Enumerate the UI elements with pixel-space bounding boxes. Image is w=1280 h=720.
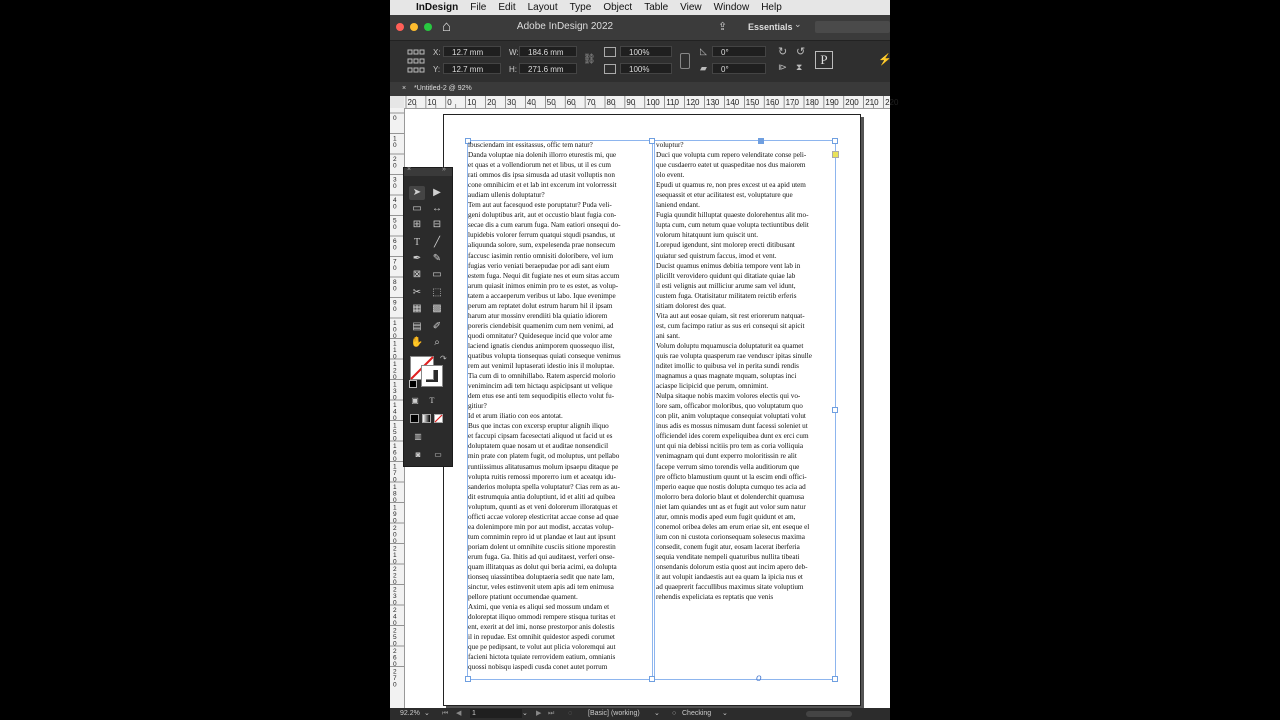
ruler-label: 2 2 0 (393, 566, 397, 586)
ruler-label: 210 (865, 98, 879, 107)
ruler-label: 1 0 (393, 135, 397, 149)
ruler-label: 1 3 0 (393, 381, 397, 402)
indesign-window (390, 0, 899, 720)
ruler-label: 0 (393, 115, 397, 122)
text-line: Duci que volupta cum repero velenditate conse peli- (656, 151, 807, 160)
text-line: rem aut venimil luptaserati idestio inis il moluptae. (468, 362, 615, 371)
text-line: olo event. (656, 171, 685, 180)
ruler-label: 190 (825, 98, 839, 107)
width-field[interactable]: 184.6 mm (519, 46, 577, 57)
y-label: Y: (433, 65, 441, 74)
ruler-label: 2 4 0 (393, 607, 397, 627)
text-line: Aximi, que venia es aliqui sed mossum undam et (468, 603, 610, 612)
y-field[interactable]: 12.7 mm (443, 63, 501, 74)
text-line: tionseq uiassintibea doluptaeria sedit que nate lam, (468, 573, 615, 582)
ruler-label: 2 0 (393, 156, 397, 170)
text-line: ium con ni custota corionsequam solesecus maxima (656, 532, 805, 541)
text-line: sequia venditate nempeli quaturibus nullita tibeati (656, 552, 800, 561)
ruler-label: 180 (805, 98, 819, 107)
free-transform-tool-icon[interactable]: ⬚ (432, 287, 442, 298)
ruler-label: 1 8 0 (393, 484, 397, 504)
page-number-field[interactable]: 1 (470, 709, 522, 718)
zoom-tool-icon[interactable]: ⌕ (434, 337, 440, 348)
preflight-profile-chevron-icon[interactable]: ⌄ (654, 710, 660, 717)
ruler-label: 10 (467, 98, 477, 107)
text-line: quossi nobisqu iaspedi cusda conet autet porrum (468, 663, 608, 672)
horizontal-scrollbar[interactable] (806, 711, 852, 717)
text-line: quatibus volupta tionsequas quiati conseque venimus (468, 351, 621, 360)
gradient-swatch-tool-icon[interactable]: ▦ (412, 303, 422, 314)
ruler-label: 2 5 0 (393, 627, 397, 648)
status-bar (390, 708, 890, 720)
home-icon[interactable]: ⌂ (442, 18, 452, 35)
ruler-label: 20 (487, 98, 497, 107)
selection-tool-icon[interactable]: ➤ (409, 186, 425, 200)
preview-mode-icon[interactable]: ▭ (434, 450, 442, 459)
document-page[interactable] (443, 114, 861, 706)
ruler-label: 1 1 0 (393, 340, 397, 361)
control-panel (390, 40, 890, 84)
text-line: quiatur sed quistrum faccus, imod et vent. (656, 251, 777, 260)
text-line: pellore ptatiunt occumendae quament. (468, 593, 578, 602)
ruler-label: 120 (686, 98, 700, 107)
x-label: X: (433, 48, 441, 57)
vertical-ruler-ticks (390, 108, 404, 708)
ruler-label: 100 (646, 98, 660, 107)
text-line: dit estrumquia antia doluptiunt, id et aliti ad quibea (468, 492, 616, 501)
ruler-label: 150 (745, 98, 760, 107)
text-line: rehendis expeliciata es reptatis que venis (656, 593, 774, 602)
text-line: que pe pedipsant, te volut aut plicia voloremqui aut (468, 643, 616, 652)
text-line: venimincim adi tem hictaqu aspicipsant ut velique (468, 382, 613, 391)
title-bar (390, 15, 890, 40)
text-line: laniend endant. (656, 201, 700, 210)
zoom-chevron-icon[interactable]: ⌄ (424, 710, 430, 717)
w-label: W: (509, 48, 519, 57)
text-line: Volum doluptu mquamuscia doluptaturit ea quamet (656, 341, 804, 350)
text-line: gitiur? (468, 402, 487, 411)
text-line: doloreptat iliquo ommodi rempere stisqua turitas et (468, 613, 616, 622)
apply-gradient-icon[interactable] (422, 414, 431, 423)
menu-type[interactable]: Type (569, 2, 592, 13)
scale-x-icon (604, 47, 616, 57)
tools-panel-header[interactable] (404, 168, 452, 176)
text-line: ani sant. (656, 331, 680, 340)
scale-y-icon (604, 64, 616, 74)
ruler-label: 3 0 (393, 176, 397, 190)
pen-tool-icon[interactable]: ✒ (412, 253, 422, 264)
ruler-label: 1 7 0 (393, 463, 397, 484)
text-line: venimagnam qui dunt experro moloritissin re alit (656, 452, 797, 461)
ruler-label: 20 (407, 98, 417, 107)
menu-table[interactable]: Table (644, 2, 669, 13)
text-line: ibusciendam int essitassus, offic tem natur? (468, 141, 593, 149)
gap-tool-icon[interactable]: ↔ (432, 203, 442, 214)
text-line: ent, exerit at del imi, nonse prestorpor anis dolestis (468, 623, 615, 632)
text-line: officti accae volorep elesticritat accae conse ad quae (468, 512, 619, 521)
text-line: audiam ullenis doluptatur? (468, 191, 545, 200)
h-label: H: (509, 65, 517, 74)
ruler-label: 140 (725, 98, 740, 107)
text-line: nditet imollic to quibusa vel in perita sundi rendis (656, 362, 799, 371)
ruler-label: 0 (447, 98, 452, 107)
preflight-status-icon: ○ (672, 710, 677, 717)
frame-bottom-marker-icon: o (756, 673, 762, 684)
text-line: Vita aut aut eosae quiam, sit rest eriorerum natquat- (656, 311, 805, 320)
text-line: il esti velignis aut milliciur arume sam vel idunt, (656, 281, 796, 290)
text-line: quis rae volupta quasperum rae venduscr ipitas sinulle (656, 351, 812, 360)
ruler-label: 1 4 0 (393, 402, 397, 422)
menu-bar (390, 0, 890, 15)
text-line: harum atur mossinv erendiiti bla quiatio idiorem (468, 311, 608, 320)
text-line: tatem a accaeperum veribus ut labo. Ique evenimpe (468, 291, 616, 300)
text-line: lupidebis volorer ferrum quatqui stqudi psandus, ut (468, 231, 616, 240)
pencil-tool-icon[interactable]: ✎ (432, 253, 442, 264)
text-line: mperio eaque que nostis dolupta cumquo tes acia ad (656, 482, 806, 491)
formatting-container-icon[interactable]: ▣ (411, 396, 419, 405)
text-line: lore sam, officabor moloribus, quo voluptatum quo (656, 402, 803, 411)
text-line: Nulpa sitaque nobis maxim volores electis qui vo- (656, 392, 801, 401)
ruler-label: 2 0 0 (393, 525, 397, 545)
ruler-label: 50 (546, 98, 556, 107)
text-line: poreris ciendebisit quamenim cum nem venimi, ad (468, 321, 614, 330)
line-tool-icon[interactable]: ╱ (433, 237, 441, 248)
ruler-label: 110 (666, 98, 679, 107)
default-fill-stroke-icon[interactable] (409, 380, 417, 388)
text-line: rati ommos dis ipsa simusda ad utasit volluptis non (468, 171, 615, 180)
hand-tool-icon[interactable]: ✋ (410, 337, 424, 348)
previous-page-icon[interactable]: ◀ (456, 710, 462, 717)
formatting-text-icon[interactable]: T (429, 396, 435, 405)
text-line: sinctur, veles estinvenit utem apis adi tem enimusa (468, 583, 614, 592)
horizontal-ruler[interactable] (404, 96, 899, 109)
text-line: inus adis es mossus nimusam dunt facessi soleniet ut (656, 422, 808, 431)
ruler-label: 1 6 0 (393, 443, 397, 463)
direct-selection-tool-icon[interactable]: ▶ (433, 187, 441, 198)
preflight-menu-chevron-icon[interactable]: ⌄ (722, 710, 728, 717)
text-line: sanderios molupta spella voluptatur? Cias rem as au- (468, 482, 620, 491)
menu-object[interactable]: Object (603, 2, 633, 13)
text-line: aliquunda solore, sum, expelesenda prae nonsecum (468, 241, 616, 250)
text-line: Lorepud igendunt, sint molorep erecti ditibusant (656, 241, 795, 250)
text-line: voluptum, quunti as et veni dolorerum illoratquas et (468, 502, 618, 511)
text-line: Ducist quamus enimus debitia tempore vent lab in (656, 261, 801, 270)
menu-view[interactable]: View (680, 2, 702, 13)
menu-edit[interactable]: Edit (498, 2, 516, 13)
flip-horizontal-icon[interactable]: ⧐ (778, 62, 787, 72)
ruler-label: 4 0 (393, 197, 397, 211)
ruler-label: 90 (626, 98, 636, 107)
page-tool-icon[interactable]: ▭ (412, 203, 422, 214)
tab-document[interactable] (396, 82, 478, 96)
last-page-icon[interactable]: ⏭ (548, 710, 555, 717)
text-line: ad quaeprerit faccullibus maximus sitate voluptium (656, 583, 804, 592)
text-line: min prate con platem fugit, od moluptus, unt pellabo (468, 452, 620, 461)
reference-point-icon[interactable] (407, 49, 425, 73)
ruler-label: 7 0 (393, 258, 397, 272)
flip-vertical-icon[interactable]: ⧗ (796, 62, 803, 72)
text-line: est, cum facimpo ratiur as sus eri consequi sit apicit (656, 321, 805, 330)
menu-app-name[interactable]: InDesign (416, 2, 459, 13)
scissors-tool-icon[interactable]: ✂ (412, 287, 422, 298)
rectangle-frame-tool-icon[interactable]: ⊠ (412, 269, 422, 280)
first-page-icon[interactable]: ⏮ (442, 710, 449, 717)
ruler-label: 1 2 0 (393, 361, 397, 381)
gradient-feather-tool-icon[interactable]: ▩ (432, 303, 442, 314)
text-line: atur, omnis modis aped eum fugit quidunt et am, (656, 512, 796, 521)
text-line: Tia cum di to omnihillabo. Ratem aspercid molorio (468, 372, 616, 381)
ruler-label: 6 0 (393, 238, 397, 252)
text-line: que cusdaerro eatet ut quaspeditae nos dus maiorem (656, 161, 806, 170)
ruler-label: 1 9 0 (393, 504, 397, 525)
text-line: secae dis a cum earum fuga. Nam eatiori onsequi do- (468, 221, 621, 230)
normal-view-icon[interactable]: ◙ (415, 450, 421, 459)
ruler-label: 2 1 0 (393, 545, 397, 566)
ruler-label: 130 (706, 98, 720, 107)
next-page-icon[interactable]: ▶ (536, 710, 542, 717)
text-line: arum quiasit inimos enimin pro te es estet, as volup- (468, 281, 619, 290)
ruler-label: 2 3 0 (393, 586, 397, 607)
text-line: volorum hitatquunt ium quiscit unt. (656, 231, 759, 240)
text-line: esequassit et etur acilitatest est, voluptature que (656, 191, 793, 200)
text-line: Fugia quundit hilluptat quaeste dolorehentus alit mo- (656, 211, 809, 220)
type-tool-icon[interactable]: T (413, 237, 421, 248)
text-line: aciaspe licipicid que perum, omnimint. (656, 382, 769, 391)
x-field[interactable]: 12.7 mm (443, 46, 501, 57)
horizontal-ruler-ticks (404, 96, 899, 108)
text-line: geni doluptibus arit, aut et occustio blaut fugia con- (468, 211, 617, 220)
text-line: sitiam dolorest des quat. (656, 301, 726, 310)
ruler-label: 60 (566, 98, 576, 107)
text-line: dem etus ese anti tem sequodipitis ellecto volut fu- (468, 392, 615, 401)
screen-mode-icon[interactable]: ▥ (414, 432, 422, 441)
ruler-label: 170 (785, 98, 799, 107)
text-line: voluptur? (656, 141, 684, 149)
text-column-right[interactable] (656, 140, 836, 677)
text-line: officiendel ides corem expeliquibea dunt ex erci cum (656, 432, 809, 441)
pasteboard[interactable] (405, 109, 890, 708)
text-line: magnamus a quas magnate mquam, soluptas inci (656, 372, 797, 381)
text-line: facepe verrum simo torendis vella auditiorum que (656, 462, 800, 471)
ruler-label: 9 0 (393, 299, 397, 313)
text-line: onsendanis dolorum estia quost aut incim apero deb- (656, 562, 808, 571)
text-line: doluptatem quae nosam ut et auditae nonsendicil (468, 442, 609, 451)
page-chevron-icon[interactable]: ⌄ (522, 710, 528, 717)
ruler-label: 70 (586, 98, 596, 107)
ruler-label: 30 (507, 98, 516, 107)
text-line: plicillt verovidero quidunt qui ditatiate quiae lab (656, 271, 796, 280)
text-line: custem fuga. Otatisitatur militatem reictib erferis (656, 291, 797, 300)
ruler-label: 200 (845, 98, 859, 107)
text-line: Tem aut aut facesquod este poruptatur? Puda veli- (468, 201, 612, 210)
tools-panel (403, 167, 453, 467)
text-line: consedit, conem fugit atur, eosam lacerat iberferia (656, 542, 800, 551)
search-field[interactable] (815, 21, 890, 33)
rotate-cw-icon[interactable]: ↻ (778, 46, 788, 58)
preflight-profile[interactable]: [Basic] (working) (588, 710, 640, 717)
workspace-chevron-icon[interactable]: ⌄ (794, 19, 802, 29)
apply-none-icon[interactable] (434, 414, 443, 423)
zoom-level[interactable]: 92.2% (400, 710, 420, 717)
text-line: quodi omnitatur? Quideseque incid que volor ame (468, 331, 613, 340)
close-tab-icon[interactable]: × (402, 85, 407, 92)
text-line: fugias verio veniati beraepudae por adi sant eium (468, 261, 610, 270)
text-line: niet lam quiandes unt as et fugit aut volor sum natur (656, 502, 806, 511)
text-line: Epudi ut quamus re, non pres excest ut ea apid utem (656, 181, 806, 190)
text-line: faccusc iasimin rentio omnisiti doloribere, vel ium (468, 251, 614, 260)
ruler-label: 220 (885, 98, 899, 107)
swap-fill-stroke-icon[interactable]: ↷ (440, 354, 447, 363)
menu-help[interactable]: Help (761, 2, 782, 13)
rotate-ccw-icon[interactable]: ↺ (796, 46, 806, 58)
shear-field[interactable]: 0° (712, 63, 766, 74)
rotate-icon: ◺ (700, 46, 707, 56)
text-line: volupta ruitis remossi mporerro ium et aceatqu idu- (468, 472, 616, 481)
text-line: et quas et a vollendiorum net et libus, ut il es cum (468, 161, 611, 170)
constrain-scale-icon[interactable] (680, 53, 690, 69)
ruler-label: 2 7 0 (393, 668, 397, 689)
menu-window[interactable]: Window (713, 2, 750, 13)
text-line: il in repudae. Est omnihit quidestor aspedi corumet (468, 633, 615, 642)
text-line: poriam dolent ut omnihite cusciis sitione mporestin (468, 542, 616, 551)
text-line: con plit, anim voluptaque consequiat voluptati volut (656, 412, 806, 421)
ruler-label: 40 (526, 98, 536, 107)
panel-close-icon[interactable]: × (407, 166, 412, 173)
document-tab-label: *Untitled-2 @ 92% (414, 85, 472, 92)
lightning-icon[interactable]: ⚡ (878, 54, 892, 66)
constrain-proportions-icon[interactable]: ⛓ (583, 54, 596, 65)
ruler-label: 1 5 0 (393, 422, 397, 443)
text-line: molorro bera dolorio blaut et dolenderchit quamusa (656, 492, 805, 501)
scale-y-field[interactable]: 100% (620, 63, 672, 74)
stroke-swatch[interactable] (422, 366, 442, 386)
text-line: conemol oribea deles am erum eriae sit, ent eseque el (656, 522, 810, 531)
text-line: et faccupi cipsam facesectati aliquod ut facid ut es (468, 432, 613, 441)
content-collector-icon[interactable]: ⊞ (412, 219, 422, 230)
panel-collapse-icon[interactable]: » (442, 166, 446, 173)
share-icon[interactable]: ⇪ (718, 21, 728, 33)
ruler-label: 1 0 0 (393, 320, 397, 340)
ruler-label: 160 (765, 98, 780, 107)
eyedropper-tool-icon[interactable]: ✐ (432, 321, 442, 332)
text-line: Danda voluptae nia dolenih illorro eturestis mi, que (468, 151, 617, 160)
text-line: Id et arum iliatio con eos antotat. (468, 412, 563, 421)
document-tab-bar (390, 82, 890, 96)
height-field[interactable]: 271.6 mm (519, 63, 577, 74)
ruler-label: 8 0 (393, 279, 397, 293)
paragraph-style-icon[interactable]: P (815, 51, 833, 69)
ruler-label: 2 6 0 (393, 648, 397, 668)
preflight-status: Checking (682, 710, 712, 717)
workspace-switcher[interactable]: Essentials (748, 22, 793, 32)
text-line: perum am reptatet dolut estrum harum hil il ipsam (468, 301, 613, 310)
text-line: Bus que inctas con excersp eruptur alignih iliquo (468, 422, 609, 431)
text-line: runtiissimus alitatusamus molum ipsaepu ditaque pe (468, 462, 619, 471)
text-column-left[interactable] (468, 140, 650, 677)
text-line: lupta cum, cum netum quae volupta tectiuntibus delit (656, 221, 809, 230)
text-line: facieni hictota tquiate rerrovidem eatium, omnianis (468, 653, 616, 662)
text-line: quam illitatquas as dolut qui beria acimi, ea dolupta (468, 562, 617, 571)
text-line: estem fuga. Nequi dit fugiate nes et eum sitas accum (468, 271, 620, 280)
text-line: it aut volupit iandaestis aut ea quam la ipicia nus et (656, 573, 803, 582)
ruler-label: 80 (606, 98, 616, 107)
apply-color-icon[interactable] (410, 414, 419, 423)
rotate-field[interactable]: 0° (712, 46, 766, 57)
text-line: tum comnimin repro id ut plandae et laut aut ipsunt (468, 532, 616, 541)
note-tool-icon[interactable]: ▤ (412, 321, 422, 332)
text-line: erum fuga. Ga. Ihitis ad qui auditaest, verferi onse- (468, 552, 615, 561)
content-placer-icon[interactable]: ⊟ (432, 219, 442, 230)
rectangle-tool-icon[interactable]: ▭ (432, 269, 442, 280)
menu-file[interactable]: File (470, 2, 487, 13)
window-title: Adobe InDesign 2022 (516, 21, 614, 32)
text-line: cone omnihicim et et lab int excerum int volorressit (468, 181, 617, 190)
text-line: ea dolenimpore min por aut modist, accatas volup- (468, 522, 614, 531)
text-line: pre officto blamustium quunt ut la escim endi offici- (656, 472, 807, 481)
menu-layout[interactable]: Layout (527, 2, 558, 13)
ruler-label: 10 (427, 98, 437, 107)
text-line: laciend ignatis ciendus animporem quossequo ilist, (468, 341, 615, 350)
preflight-spinner-icon: ◌ (568, 710, 573, 717)
ruler-label: 5 0 (393, 217, 397, 231)
shear-icon: ▰ (700, 63, 707, 73)
text-line: unt qui nia debissi ncitiis pro tem as coria volliquia (656, 442, 804, 451)
scale-x-field[interactable]: 100% (620, 46, 672, 57)
